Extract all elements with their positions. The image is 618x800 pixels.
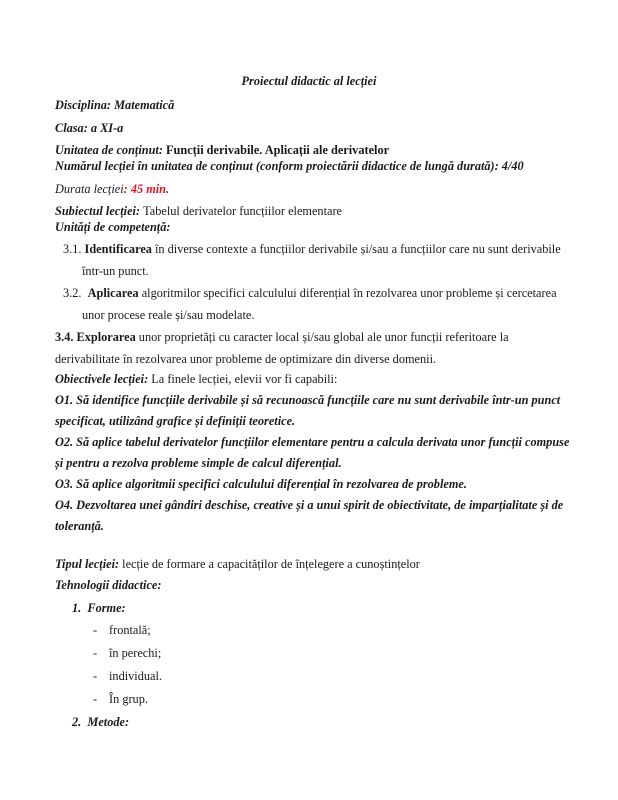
competenta-text-cont: unor procese reale și/sau modelate. [82, 308, 255, 322]
competenta-text: algoritmilor specifici calculului diferențial în rezolvarea unor probleme și cercetarea [138, 286, 557, 300]
competenta-number: 3.2. [63, 286, 82, 300]
subiectul-value: Tabelul derivatelor funcțiilor elementare [143, 204, 342, 218]
clasa-label: Clasa: [55, 121, 91, 135]
competenta-keyword: Identificarea [84, 242, 152, 256]
numarul-label: Numărul lecției în unitatea de conținut (conform proiectării didactice de lungă durată): [55, 159, 502, 173]
numarul-value: 4/40 [501, 159, 524, 173]
forme-heading [72, 600, 126, 616]
disciplina-field [55, 97, 174, 113]
competenta-item-3-4 [55, 329, 509, 345]
tipul-label: Tipul lecției: [55, 557, 123, 571]
forme-label: Forme: [87, 601, 126, 615]
unitatea-label: Unitatea de conținut: [55, 143, 167, 157]
metode-label: Metode: [87, 715, 130, 729]
clasa-value: a XI-a [90, 121, 124, 135]
objective-o3: O3. Să aplice algoritmii specifici calculului diferențial în rezolvarea de probleme. [55, 477, 467, 491]
competenta-text-cont: derivabilitate în rezolvarea unor probleme de optimizare din diverse domenii. [55, 352, 437, 366]
clasa-field [55, 120, 123, 136]
unitati-heading: Unități de competență: [55, 220, 171, 234]
competenta-item-3-1 [63, 241, 561, 257]
obiective-label: Obiectivele lecției: [55, 372, 152, 386]
disciplina-label: Disciplina: [55, 98, 115, 112]
competenta-number: 3.4. [55, 330, 74, 344]
competenta-number: 3.1. [63, 242, 82, 256]
objective-o2: O2. Să aplice tabelul derivatelor funcțiilor elementare pentru a calcula derivata unor funcții compuse [55, 435, 570, 449]
forme-item [93, 645, 162, 661]
subiectul-field [55, 203, 342, 219]
competenta-keyword: Explorarea [76, 330, 136, 344]
obiective-field [55, 371, 337, 387]
forme-item-text: în perechi; [109, 646, 162, 660]
forme-item [93, 668, 162, 684]
competenta-text: în diverse contexte a funcțiilor derivabile și/sau a funcțiilor care nu sunt derivabile [151, 242, 561, 256]
objective-o1: O1. Să identifice funcțiile derivabile și să recunoască funcțiile care nu sunt derivabile într-un punct [55, 393, 561, 407]
subiectul-label: Subiectul lecției: [55, 204, 144, 218]
competenta-text-cont: într-un punct. [82, 264, 149, 278]
competenta-item-3-2 [63, 285, 557, 301]
forme-item-text: individual. [109, 669, 162, 683]
competenta-keyword: Aplicarea [87, 286, 139, 300]
objective-o2-cont: și pentru a rezolva probleme simple de calcul diferențial. [55, 456, 342, 470]
durata-value: : 45 min. [123, 182, 170, 196]
disciplina-value: Matematică [114, 98, 175, 112]
durata-label: Durata lecției [55, 182, 124, 196]
forme-item-text: frontală; [109, 623, 151, 637]
objective-o4-cont: toleranță. [55, 519, 104, 533]
unitatea-field [55, 142, 389, 158]
durata-field [55, 181, 169, 197]
objective-o4: O4. Dezvoltarea unei gândiri deschise, creative și a unui spirit de obiectivitate, de imparțialitate și de [55, 498, 564, 512]
forme-number: 1. [72, 601, 82, 615]
numarul-field [55, 158, 524, 174]
bullet-dash: - [93, 623, 98, 637]
bullet-dash: - [93, 692, 98, 706]
competenta-text: unor proprietăți cu caracter local și/sau global ale unor funcții referitoare la [135, 330, 509, 344]
forme-item-text: În grup. [109, 692, 148, 706]
tehnologii-heading: Tehnologii didactice: [55, 578, 162, 592]
unitatea-value: Funcții derivabile. Aplicații ale derivatelor [166, 143, 390, 157]
objective-o1-cont: specificat, utilizând grafice și definiții teoretice. [55, 414, 296, 428]
forme-item [93, 622, 151, 638]
forme-item [93, 691, 148, 707]
document-title: Proiectul didactic al lecției [241, 74, 377, 88]
tipul-value: lecție de formare a capacităților de înțelegere a cunoștințelor [122, 557, 420, 571]
tipul-field [55, 556, 420, 572]
metode-number: 2. [72, 715, 82, 729]
metode-heading [72, 714, 129, 730]
bullet-dash: - [93, 646, 98, 660]
bullet-dash: - [93, 669, 98, 683]
obiective-value: La finele lecției, elevii vor fi capabili: [151, 372, 338, 386]
